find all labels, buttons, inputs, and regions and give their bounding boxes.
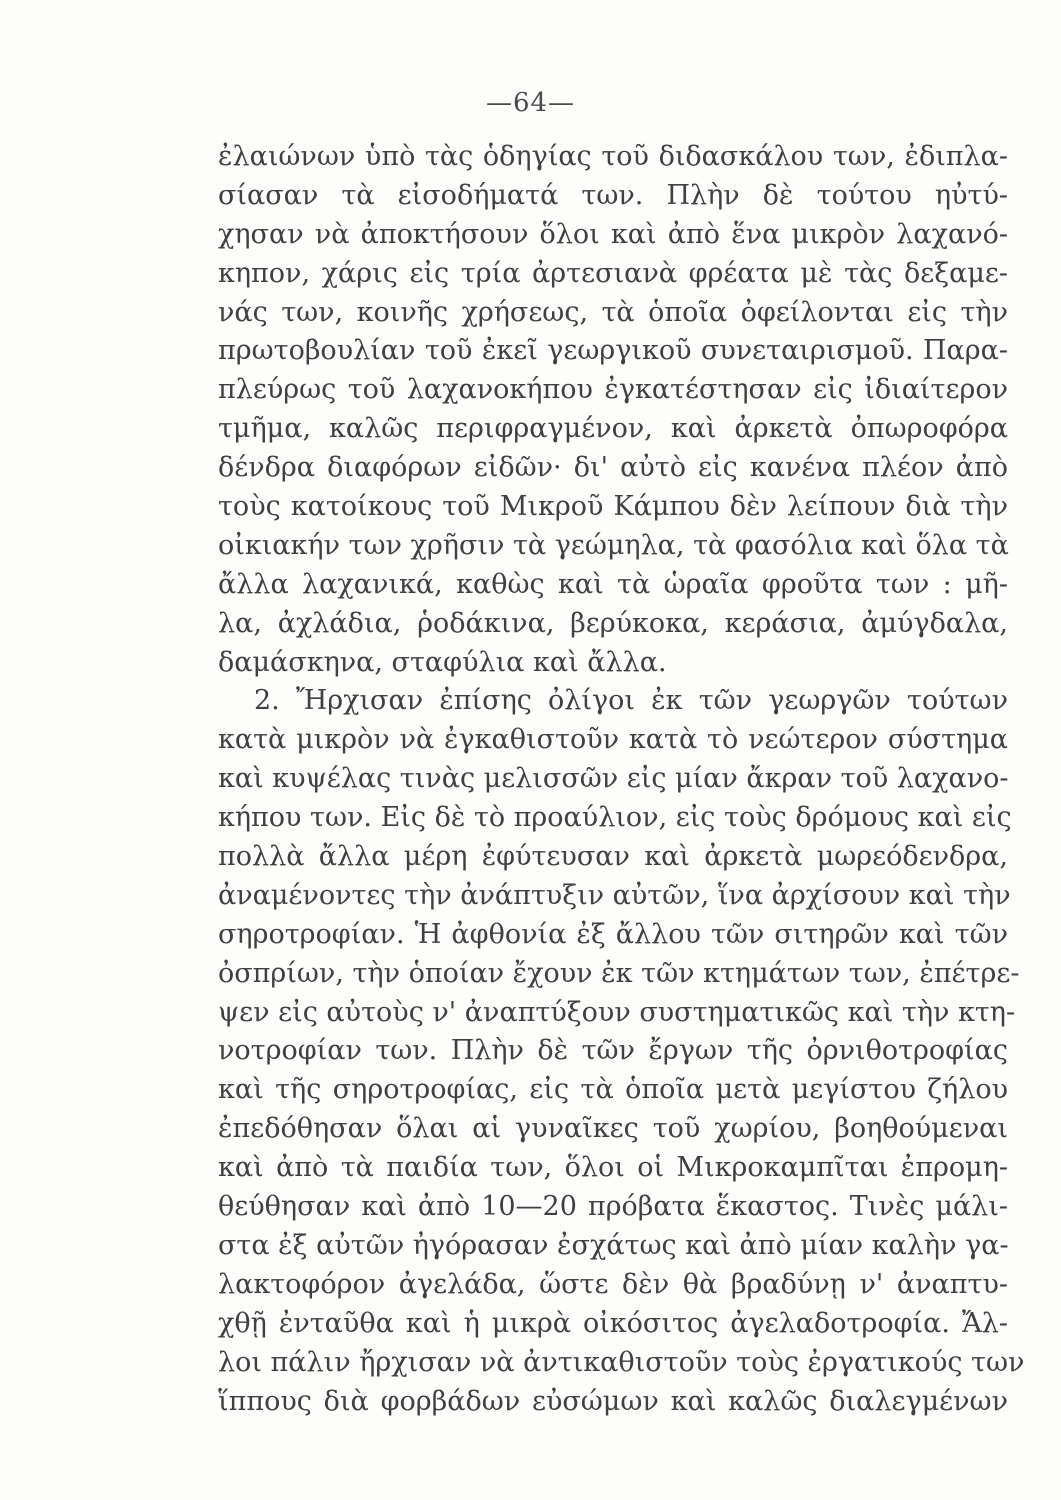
text-line: 2. Ἤρχισαν ἐπίσης ὀλίγοι ἐκ τῶν γεωργῶν τούτων — [254, 685, 1008, 717]
page-number: —64— — [485, 88, 576, 118]
text-line: ψεν εἰς αὐτοὺς ν' ἀναπτύξουν συστηματικῶς καὶ τὴν κτη- — [218, 996, 1016, 1028]
text-line: κατὰ μικρὸν νὰ ἐγκαθιστοῦν κατὰ τὸ νεώτερον σύστημα — [218, 724, 1008, 756]
text-line: στα ἐξ αὐτῶν ἠγόρασαν ἐσχάτως καὶ ἀπὸ μίαν καλὴν γα- — [218, 1229, 1009, 1261]
text-line: λα, ἀχλάδια, ῥοδάκινα, βερύκοκα, κεράσια, ἀμύγδαλα, — [218, 607, 1008, 639]
text-line: καὶ κυψέλας τινὰς μελισσῶν εἰς μίαν ἄκραν τοῦ λαχανο- — [218, 763, 1009, 795]
text-line: σηροτροφίαν. Ἡ ἀφθονία ἐξ ἄλλου τῶν σιτηρῶν καὶ τῶν — [218, 918, 1008, 950]
text-line: πλεύρως τοῦ λαχανοκήπου ἐγκατέστησαν εἰς ἰδιαίτερον — [218, 374, 1008, 406]
text-line: χησαν νὰ ἀποκτήσουν ὅλοι καὶ ἀπὸ ἕνα μικρὸν λαχανό- — [218, 218, 1008, 250]
text-line: καὶ ἀπὸ τὰ παιδία των, ὅλοι οἱ Μικροκαμπῖται ἐπρομη- — [218, 1152, 1008, 1184]
text-line: θεύθησαν καὶ ἀπὸ 10—20 πρόβατα ἕκαστος. Τινὲς μάλι- — [218, 1191, 1008, 1223]
paragraph-1 — [218, 138, 1008, 682]
text-line: κήπου των. Εἰς δὲ τὸ προαύλιον, εἰς τοὺς δρόμους καὶ εἰς — [218, 802, 1012, 834]
text-line: σίασαν τὰ εἰσοδήματά των. Πλὴν δὲ τούτου ηὐτύ- — [218, 179, 1008, 211]
text-line: ἐπεδόθησαν ὅλαι αἱ γυναῖκες τοῦ χωρίου, βοηθούμεναι — [218, 1113, 1008, 1145]
text-line: πρωτοβουλίαν τοῦ ἐκεῖ γεωργικοῦ συνεταιρισμοῦ. Παρα- — [218, 335, 1008, 367]
text-line: ἄλλα λαχανικά, καθὼς καὶ τὰ ὡραῖα φροῦτα των : μῆ- — [218, 568, 1008, 600]
paragraph-2 — [218, 682, 1025, 1421]
text-line: δαμάσκηνα, σταφύλια καὶ ἄλλα. — [218, 646, 667, 678]
text-line: λοι πάλιν ἤρχισαν νὰ ἀντικαθιστοῦν τοὺς ἐργατικούς των — [218, 1346, 1025, 1378]
text-line: ἵππους διὰ φορβάδων εὐσώμων καὶ καλῶς διαλεγμένων — [218, 1385, 1008, 1417]
text-line: πολλὰ ἄλλα μέρη ἐφύτευσαν καὶ ἀρκετὰ μωρεόδενδρα, — [218, 841, 1008, 873]
text-line: δένδρα διαφόρων εἰδῶν· δι' αὐτὸ εἰς κανένα πλέον ἀπὸ — [218, 452, 1008, 484]
text-line: ἐλαιώνων ὑπὸ τὰς ὁδηγίας τοῦ διδασκάλου των, ἐδιπλα- — [218, 141, 1008, 172]
text-line: οἰκιακήν των χρῆσιν τὰ γεώμηλα, τὰ φασόλια καὶ ὅλα τὰ — [218, 529, 1009, 561]
text-line: νάς των, κοινῆς χρήσεως, τὰ ὁποῖα ὀφείλονται εἰς τὴν — [218, 296, 1008, 328]
text-line: ὀσπρίων, τὴν ὁποίαν ἔχουν ἐκ τῶν κτημάτων των, ἐπέτρε- — [218, 957, 1020, 989]
text-line: ἀναμένοντες τὴν ἀνάπτυξιν αὐτῶν, ἵνα ἀρχίσουν καὶ τὴν — [218, 879, 1011, 911]
text-line: τμῆμα, καλῶς περιφραγμένον, καὶ ἀρκετὰ ὀπωροφόρα — [218, 413, 1008, 445]
text-line: κηπον, χάρις εἰς τρία ἀρτεσιανὰ φρέατα μὲ τὰς δεξαμε- — [218, 257, 1008, 289]
text-line: χθῇ ἐνταῦθα καὶ ἡ μικρὰ οἰκόσιτος ἀγελαδοτροφία. Ἄλ- — [218, 1307, 1008, 1339]
text-line: καὶ τῆς σηροτροφίας, εἰς τὰ ὁποῖα μετὰ μεγίστου ζήλου — [218, 1074, 1008, 1106]
text-line: νοτροφίαν των. Πλὴν δὲ τῶν ἔργων τῆς ὀρνιθοτροφίας — [218, 1035, 1008, 1067]
text-line: τοὺς κατοίκους τοῦ Μικροῦ Κάμπου δὲν λείπουν διὰ τὴν — [218, 491, 1008, 523]
body-text — [218, 138, 1025, 1421]
text-line: λακτοφόρον ἀγελάδα, ὥστε δὲν θὰ βραδύνῃ ν' ἀναπτυ- — [218, 1268, 1008, 1300]
